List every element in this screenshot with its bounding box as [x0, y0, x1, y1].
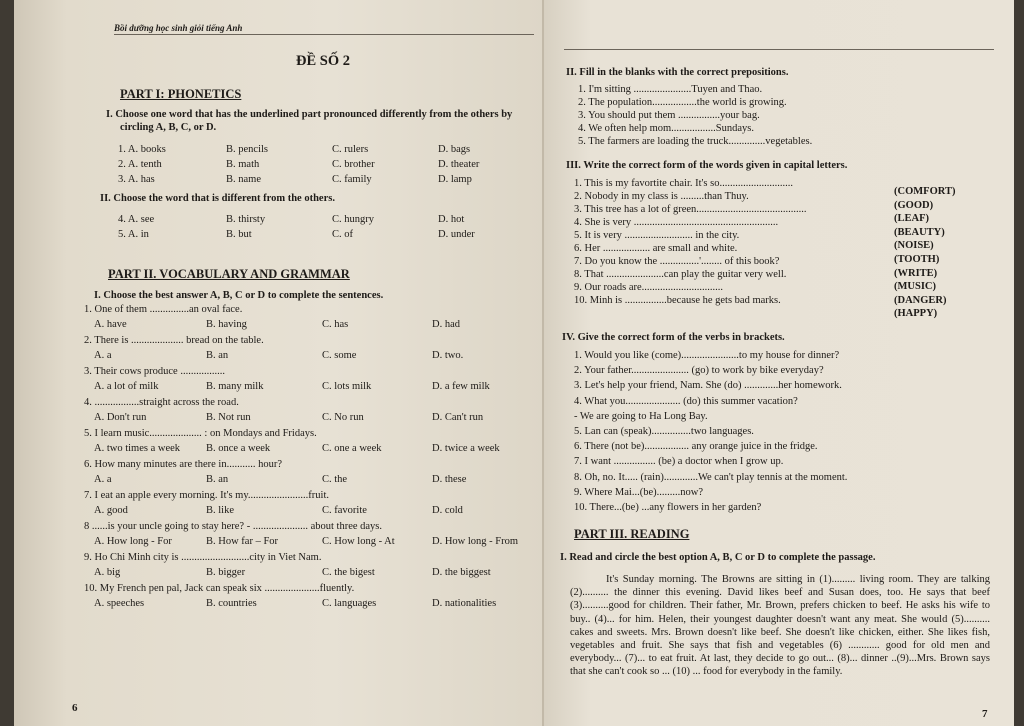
- odd-one-option: B. but: [226, 229, 252, 240]
- answer-option: D. How long - From: [432, 536, 519, 547]
- capital-word: (TOOTH): [894, 254, 940, 265]
- capital-word: (HAPPY): [894, 308, 938, 320]
- answer-option: B. like: [206, 505, 234, 516]
- question-stem: 8 ......is your uncle going to stay here? - ..................... about three days.: [84, 521, 383, 532]
- left-page: [14, 0, 544, 726]
- verb-item: 8. Oh, no. It..... (rain).............We can't play tennis at the moment.: [574, 471, 848, 483]
- verb-item: 3. Let's help your friend, Nam. She (do) .............her homework.: [574, 380, 842, 392]
- word-form-instruction: III. Write the correct form of the words given in capital letters.: [566, 160, 848, 171]
- question-stem: 7. I eat an apple every morning. It's my.......................fruit.: [84, 490, 329, 501]
- question-stem: 3. Their cows produce .................: [84, 366, 225, 377]
- question-stem: 9. Ho Chi Minh city is ..........................city in Viet Nam.: [84, 552, 322, 563]
- word-form-item: 1. This is my favortite chair. It's so............................: [574, 178, 793, 189]
- phonetics-option: C. brother: [332, 159, 375, 170]
- answer-option: C. has: [322, 319, 349, 330]
- capital-word: (LEAF): [894, 213, 929, 225]
- prepositions-instruction: II. Fill in the blanks with the correct prepositions.: [566, 67, 789, 78]
- verb-item: 10. There...(be) ...any flowers in her garden?: [574, 502, 762, 513]
- page-number-right: 7: [982, 708, 988, 720]
- page-number-left: 6: [72, 702, 78, 714]
- preposition-item: 3. You should put them ................your bag.: [578, 110, 760, 121]
- odd-one-option: D. under: [438, 229, 475, 240]
- phonetics-option: 1. A. books: [118, 144, 166, 155]
- word-form-item: 5. It is very .......................... in the city.: [574, 230, 740, 241]
- question-stem: 1. One of them ...............an oval face.: [84, 304, 243, 315]
- capital-word: (NOISE): [894, 240, 934, 252]
- verb-item: 5. Lan can (speak)...............two languages.: [574, 426, 754, 437]
- word-form-item: 9. Our roads are...............................: [574, 282, 724, 293]
- verb-item: 7. I want ................ (be) a doctor when I grow up.: [574, 456, 784, 468]
- header-rule: [114, 34, 534, 35]
- right-page: [544, 0, 1014, 726]
- phonetics-option: B. math: [226, 159, 260, 170]
- part3-heading: PART III. READING: [574, 527, 690, 541]
- section1-instruction-cont: circling A, B, C, or D.: [120, 122, 217, 133]
- question-stem: 4. .................straight across the road.: [84, 397, 239, 408]
- phonetics-option: B. name: [226, 174, 261, 185]
- phonetics-option: C. family: [332, 174, 372, 185]
- answer-option: A. speeches: [94, 598, 145, 609]
- question-stem: 6. How many minutes are there in........... hour?: [84, 459, 282, 470]
- capital-word: (COMFORT): [894, 186, 956, 197]
- answer-option: C. the bigest: [322, 567, 375, 578]
- exam-title: ĐỀ SỐ 2: [296, 53, 350, 69]
- verb-item: 1. Would you like (come)......................to my house for dinner?: [574, 350, 840, 361]
- verbs-instruction: IV. Give the correct form of the verbs in brackets.: [562, 332, 785, 343]
- phonetics-option: D. lamp: [438, 174, 472, 185]
- answer-option: B. How far – For: [206, 536, 279, 547]
- capital-word: (BEAUTY): [894, 226, 945, 238]
- answer-option: D. the biggest: [432, 567, 491, 578]
- odd-one-option: B. thirsty: [226, 214, 266, 225]
- odd-one-option: 4. A. see: [118, 214, 155, 225]
- phonetics-option: D. bags: [438, 144, 471, 155]
- answer-option: A. a lot of milk: [94, 381, 159, 392]
- answer-option: C. one a week: [322, 443, 382, 454]
- odd-one-option: 5. A. in: [118, 229, 149, 240]
- answer-option: C. No run: [322, 412, 364, 423]
- answer-option: B. Not run: [206, 412, 251, 423]
- preposition-item: 1. I'm sitting ......................Tuyen and Thao.: [578, 84, 763, 95]
- answer-option: C. some: [322, 350, 357, 361]
- answer-option: D. had: [432, 319, 460, 330]
- answer-option: B. having: [206, 319, 247, 330]
- phonetics-option: 2. A. tenth: [118, 159, 162, 170]
- answer-option: A. good: [94, 505, 128, 516]
- answer-option: C. How long - At: [322, 536, 395, 547]
- verb-item: - We are going to Ha Long Bay.: [574, 410, 708, 422]
- document-sheet: [14, 0, 1014, 726]
- answer-option: C. favorite: [322, 505, 367, 516]
- word-form-item: 10. Minh is ................because he gets bad marks.: [574, 295, 781, 306]
- question-stem: 5. I learn music.................... : on Mondays and Fridays.: [84, 428, 317, 439]
- top-rule: [564, 49, 994, 50]
- answer-option: B. countries: [206, 598, 257, 609]
- preposition-item: 4. We often help mom.................Sundays.: [578, 123, 754, 134]
- capital-word: (MUSIC): [894, 281, 936, 293]
- vocab-instruction: I. Choose the best answer A, B, C or D to complete the sentences.: [94, 290, 384, 301]
- answer-option: C. lots milk: [322, 381, 372, 392]
- verb-item: 9. Where Mai...(be).........now?: [574, 486, 703, 498]
- question-stem: 2. There is .................... bread on the table.: [84, 335, 264, 346]
- answer-option: D. cold: [432, 505, 463, 516]
- answer-option: B. once a week: [206, 443, 271, 454]
- answer-option: A. Don't run: [94, 412, 147, 423]
- preposition-item: 2. The population.................the world is growing.: [578, 97, 787, 108]
- answer-option: A. big: [94, 567, 121, 578]
- section1-instruction: I. Choose one word that has the underlined part pronounced differently from the others by: [106, 109, 513, 120]
- capital-word: (GOOD): [894, 199, 934, 211]
- answer-option: C. the: [322, 474, 348, 485]
- phonetics-option: 3. A. has: [118, 174, 155, 185]
- part2-heading: PART II. VOCABULARY AND GRAMMAR: [108, 267, 350, 281]
- answer-option: B. many milk: [206, 381, 264, 392]
- reading-passage: It's Sunday morning. The Browns are sitting in (1)......... living room. They are talking (2).......... the dinner this evening. David likes beef and Susan does, too. He says that beef (3)..........good for children. Their father, Mr. Brown, prefers chicken to beef. He asks his wife to buy.. (4)... for him. Helen, their youngest daughter doesn't want any meat. She would (5).......... cakes and sweets. Mrs. Brown doesn't like beef. She doesn't like chicken, either. She likes fish, vegetables and fruit. She says that fish and vegetables (6) ............ good for old men and everybody... (7)... to eat fruit. At last, they decide to go out... (8)... dinner ..(9)...Mrs. Brown says that she can't cook so ... (10) ... food for everybody in the family.: [570, 574, 990, 678]
- answer-option: C. languages: [322, 598, 377, 609]
- phonetics-option: D. theater: [438, 159, 480, 170]
- word-form-item: 7. Do you know the ...............'........ of this book?: [574, 256, 780, 267]
- word-form-item: 8. That ......................can play the guitar very well.: [574, 269, 787, 280]
- answer-option: B. an: [206, 474, 229, 485]
- page-header: Bồi dưỡng học sinh giỏi tiếng Anh: [114, 23, 243, 33]
- odd-one-option: D. hot: [438, 214, 465, 225]
- preposition-item: 5. The farmers are loading the truck..............vegetables.: [578, 136, 813, 147]
- capital-word: (WRITE): [894, 267, 938, 279]
- answer-option: A. a: [94, 350, 112, 361]
- question-stem: 10. My French pen pal, Jack can speak six .....................fluently.: [84, 583, 355, 594]
- answer-option: D. these: [432, 474, 467, 485]
- capital-word: (DANGER): [894, 294, 947, 306]
- answer-option: D. twice a week: [432, 443, 500, 454]
- answer-option: A. How long - For: [94, 536, 172, 547]
- word-form-item: 6. Her .................. are small and white.: [574, 243, 738, 254]
- answer-option: D. a few milk: [432, 381, 490, 392]
- answer-option: D. two.: [432, 350, 464, 361]
- word-form-item: 4. She is very .......................................................: [574, 217, 779, 228]
- word-form-item: 2. Nobody in my class is .........than Thuy.: [574, 191, 749, 202]
- word-form-item: 3. This tree has a lot of green..........................................: [574, 204, 807, 215]
- answer-option: A. two times a week: [94, 443, 181, 454]
- odd-one-option: C. hungry: [332, 214, 374, 225]
- answer-option: D. nationalities: [432, 598, 497, 609]
- answer-option: B. bigger: [206, 567, 246, 578]
- section2-instruction: II. Choose the word that is different from the others.: [100, 193, 335, 204]
- verb-item: 4. What you..................... (do) this summer vacation?: [574, 395, 798, 407]
- odd-one-option: C. of: [332, 229, 353, 240]
- verb-item: 6. There (not be)................. any orange juice in the fridge.: [574, 441, 818, 453]
- answer-option: A. a: [94, 474, 112, 485]
- reading-instruction: I. Read and circle the best option A, B, C or D to complete the passage.: [560, 552, 876, 563]
- phonetics-option: B. pencils: [226, 144, 268, 155]
- answer-option: D. Can't run: [432, 412, 484, 423]
- answer-option: B. an: [206, 350, 229, 361]
- part1-heading: PART I: PHONETICS: [120, 87, 242, 101]
- answer-option: A. have: [94, 319, 127, 330]
- verb-item: 2. Your father...................... (go) to work by bike everyday?: [574, 365, 824, 377]
- phonetics-option: C. rulers: [332, 144, 369, 155]
